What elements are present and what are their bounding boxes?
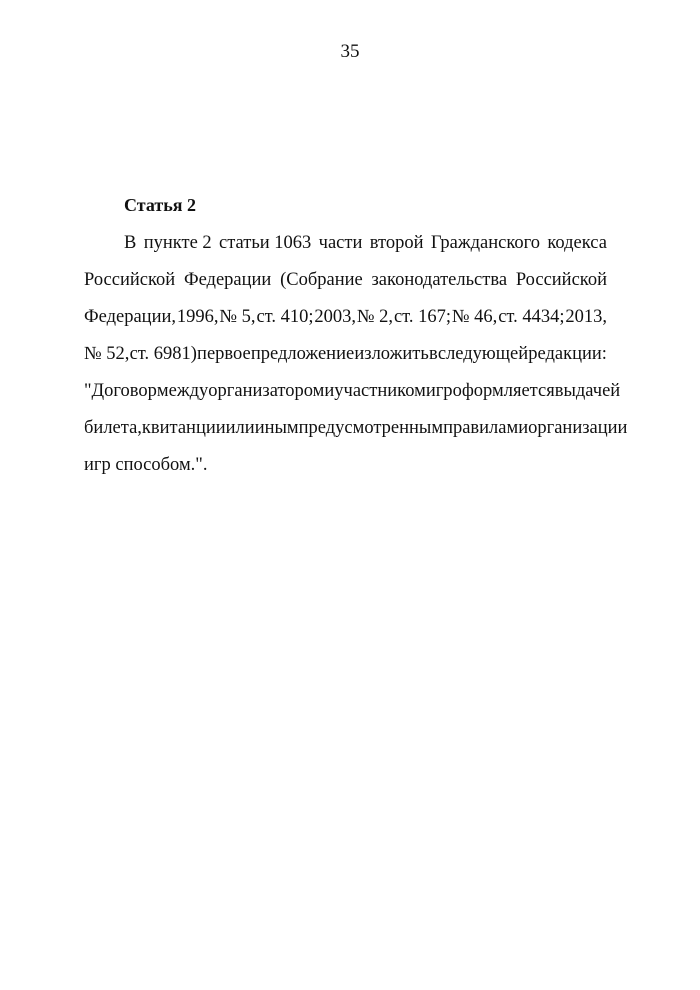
paragraph-word: ст. 4434;	[498, 307, 565, 327]
paragraph-word: иным	[254, 418, 299, 438]
paragraph-word: правилами	[443, 418, 529, 438]
paragraph-line	[84, 305, 607, 342]
paragraph-word: законодательства	[371, 270, 508, 290]
paragraph-word: первое	[197, 344, 251, 364]
paragraph-word: статьи 1063	[219, 233, 312, 253]
paragraph-word: ст. 6981)	[129, 344, 197, 364]
paragraph-word: следующей	[437, 344, 529, 364]
article-heading: Статья 2	[124, 195, 196, 215]
paragraph-word: № 52,	[84, 344, 130, 364]
paragraph-word: организатором	[208, 381, 325, 401]
paragraph-word: № 2,	[356, 307, 394, 327]
paragraph-word: предложение	[250, 344, 355, 364]
paragraph-word: "Договор	[84, 381, 157, 401]
paragraph-word: между	[156, 381, 209, 401]
paragraph-word: Федерации,	[84, 307, 176, 327]
paragraph-word: 2013,	[565, 307, 607, 327]
paragraph-word: № 46,	[451, 307, 498, 327]
paragraph-word: № 5,	[219, 307, 256, 327]
article-paragraph	[84, 231, 628, 490]
paragraph-word: части	[318, 233, 363, 253]
paragraph-word: билета,	[84, 418, 142, 438]
paragraph-word: Гражданского	[430, 233, 541, 253]
paragraph-word: кодекса	[547, 233, 607, 253]
paragraph-word: пункте 2	[143, 233, 212, 253]
paragraph-word: или	[225, 418, 255, 438]
paragraph-word: выдачей	[554, 381, 621, 401]
paragraph-word: редакции:	[528, 344, 607, 364]
paragraph-line	[84, 453, 607, 490]
paragraph-word: квитанции	[141, 418, 226, 438]
paragraph-word: Российской	[515, 270, 607, 290]
paragraph-word: изложить	[354, 344, 429, 364]
paragraph-word: организации	[528, 418, 628, 438]
paragraph-word: в	[428, 344, 438, 364]
paragraph-line	[84, 342, 607, 379]
paragraph-word: Федерации	[183, 270, 272, 290]
paragraph-word: игр	[425, 381, 453, 401]
paragraph-word: В	[124, 233, 137, 253]
paragraph-word: 2003,	[314, 307, 357, 327]
paragraph-word: оформляется	[452, 381, 555, 401]
paragraph-word: (Собрание	[280, 270, 363, 290]
paragraph-word: и	[324, 381, 335, 401]
paragraph-line	[84, 416, 628, 453]
paragraph-word: ст. 167;	[393, 307, 451, 327]
paragraph-word: второй	[369, 233, 424, 253]
paragraph-word: 1996,	[176, 307, 219, 327]
paragraph-word: ст. 410;	[256, 307, 314, 327]
paragraph-line	[84, 268, 607, 305]
paragraph-word: предусмотренным	[298, 418, 444, 438]
paragraph-line	[84, 379, 621, 416]
paragraph-word: участником	[334, 381, 426, 401]
paragraph-word: игр способом.".	[84, 455, 208, 475]
paragraph-line	[84, 231, 607, 268]
paragraph-word: Российской	[84, 270, 176, 290]
page-number: 35	[340, 41, 360, 62]
